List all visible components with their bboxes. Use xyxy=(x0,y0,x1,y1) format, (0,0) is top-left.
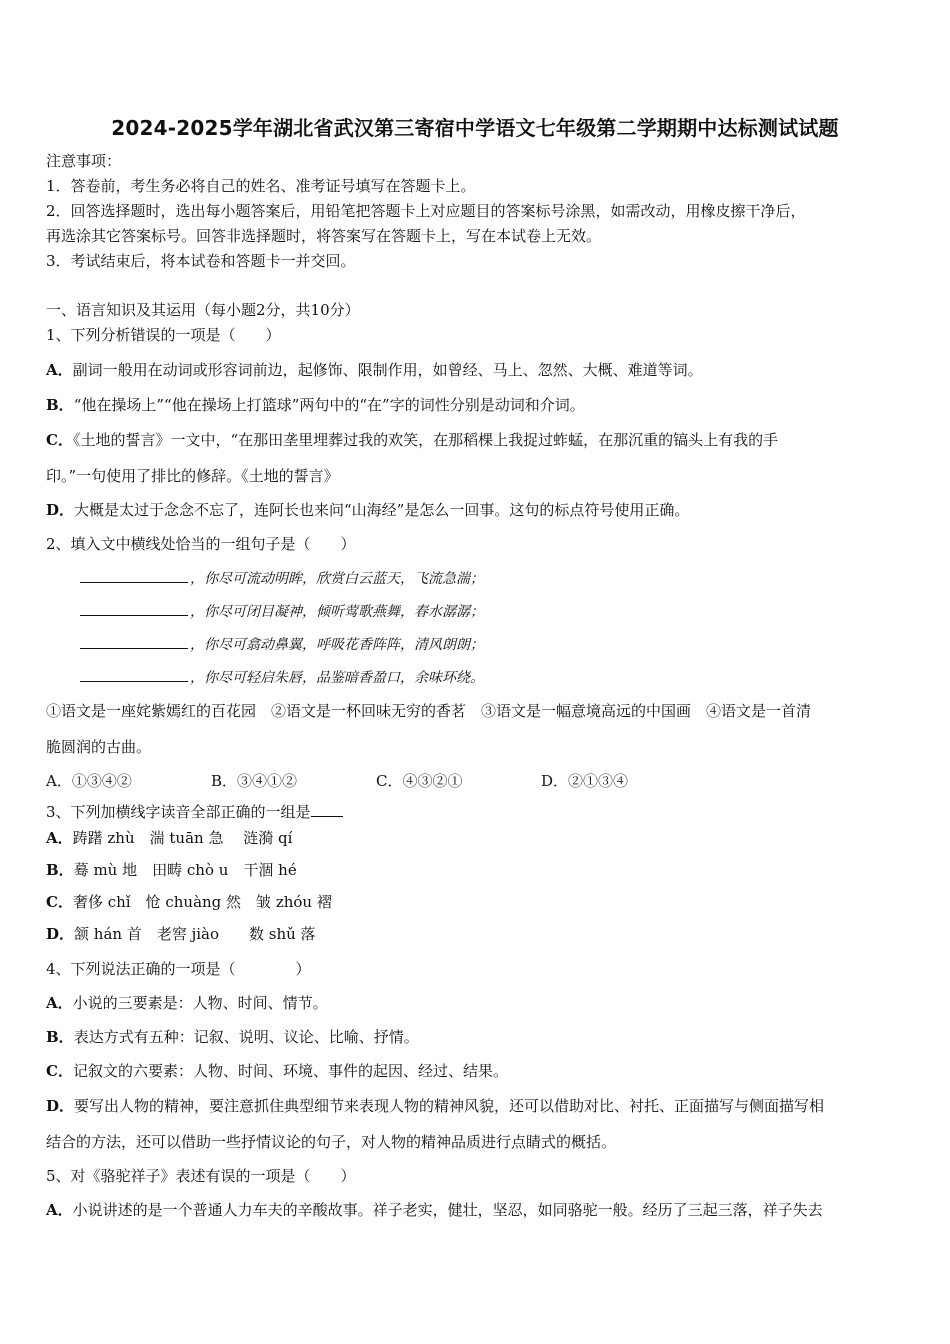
option-b xyxy=(46,1027,906,1047)
option-letter: B． xyxy=(46,1028,74,1046)
option-letter: D． xyxy=(46,501,75,519)
option-text: 小说讲述的是一个普通人力车夫的辛酸故事。祥子老实，健壮，坚忍，如同骆驼一般。经历了三起三落，祥子失去 xyxy=(72,1201,823,1219)
option-a xyxy=(46,360,906,380)
notice-heading: 注意事项： xyxy=(46,152,122,170)
option-a: A．①③④② xyxy=(46,772,132,790)
choices-text: ①语文是一座姹紫嫣红的百花园 ②语文是一杯回味无穷的香茗 ③语文是一幅意境高远的中国画 ④语文是一首清 xyxy=(46,702,812,720)
option-text: 副词一般用在动词或形容词前边，起修饰、限制作用，如曾经、马上、忽然、大概、难道等词。 xyxy=(72,361,703,379)
option-text: 蓦 mù 地 田畴 chò u 干涸 hé xyxy=(73,861,297,879)
question-stem: 1、下列分析错误的一项是（ ） xyxy=(46,326,281,344)
option-letter: D． xyxy=(46,925,75,943)
question-stem: 4、下列说法正确的一项是（ ） xyxy=(46,960,311,978)
option-text: 大概是太过于念念不忘了，连阿长也来问“山海经”是怎么一回事。这句的标点符号使用正确。 xyxy=(74,501,690,519)
option-a xyxy=(46,993,906,1013)
option-text: 表达方式有五种：记叙、说明、议论、比喻、抒情。 xyxy=(73,1028,419,1046)
blank-line xyxy=(311,802,343,817)
option-a xyxy=(46,828,906,848)
option-letter: C． xyxy=(46,431,73,449)
option-b: B．③④①② xyxy=(211,772,298,790)
notice-item: 再选涂其它答案标号。回答非选择题时，将答案写在答题卡上，写在本试卷上无效。 xyxy=(46,227,602,245)
option-b xyxy=(46,395,906,415)
option-text: 颔 hán 首 老窖 jiào 数 shǔ 落 xyxy=(74,925,316,943)
option-c: C．④③②① xyxy=(376,772,463,790)
option-letter: C． xyxy=(46,893,73,911)
fill-line: ，你尽可闭目凝神，倾听莺歌燕舞，春水潺潺； xyxy=(80,601,484,621)
option-d xyxy=(46,500,906,520)
blank-line xyxy=(80,601,188,616)
option-d xyxy=(46,1096,906,1116)
option-d-continued: 结合的方法，还可以借助一些抒情议论的句子，对人物的精神品质进行点睛式的概括。 xyxy=(46,1133,617,1151)
fill-line: ，你尽可翕动鼻翼，呼吸花香阵阵，清风朗朗； xyxy=(80,634,484,654)
option-text: “他在操场上”“他在操场上打篮球”两句中的“在”字的词性分别是动词和介词。 xyxy=(73,396,585,414)
option-c-continued: 印。”一句使用了排比的修辞。《土地的誓言》 xyxy=(46,467,339,485)
option-letter: B． xyxy=(46,861,74,879)
option-letter: C． xyxy=(46,1062,73,1080)
option-d: D．②①③④ xyxy=(541,772,629,790)
option-letter: D． xyxy=(46,1097,75,1115)
choices-text-continued: 脆圆润的古曲。 xyxy=(46,738,152,756)
option-c xyxy=(46,892,906,912)
notice-item: 1．答卷前，考生务必将自己的姓名、准考证号填写在答题卡上。 xyxy=(46,177,476,195)
blank-line xyxy=(80,568,188,583)
option-letter: A． xyxy=(46,994,73,1012)
option-text: 要写出人物的精神，要注意抓住典型细节来表现人物的精神风貌，还可以借助对比、衬托、正面描写与侧面描写相 xyxy=(74,1097,825,1115)
option-letter: B． xyxy=(46,396,74,414)
option-text: 记叙文的六要素：人物、时间、环境、事件的起因、经过、结果。 xyxy=(72,1062,508,1080)
question-stem: 2、填入文中横线处恰当的一组句子是（ ） xyxy=(46,535,356,553)
option-row xyxy=(46,771,906,791)
option-b xyxy=(46,860,906,880)
question-stem: 5、对《骆驼祥子》表述有误的一项是（ ） xyxy=(46,1167,356,1185)
option-letter: A． xyxy=(46,829,73,847)
fill-line: ，你尽可流动明眸，欣赏白云蓝天，飞流急湍； xyxy=(80,568,484,588)
option-text: 《土地的誓言》一文中，“在那田垄里埋葬过我的欢笑，在那稻棵上我捉过蚱蜢，在那沉重的镐头上有我的手 xyxy=(72,431,779,449)
notice-item: 2．回答选择题时，选出每小题答案后，用铅笔把答题卡上对应题目的答案标号涂黑，如需改动，用橡皮擦干净后， xyxy=(46,202,806,220)
option-text: 踌躇 zhù 湍 tuān 急 涟漪 qí xyxy=(72,829,293,847)
question-stem: 3、下列加横线字读音全部正确的一组是 xyxy=(46,802,906,822)
section-heading: 一、语言知识及其运用（每小题2分，共10分） xyxy=(46,301,360,319)
option-text: 小说的三要素是：人物、时间、情节。 xyxy=(72,994,328,1012)
page-title: 2024-2025学年湖北省武汉第三寄宿中学语文七年级第二学期期中达标测试试题 xyxy=(111,116,839,140)
fill-line: ，你尽可轻启朱唇，品鉴暗香盈口，余味环绕。 xyxy=(80,667,484,687)
option-text: 奢侈 chǐ 怆 chuàng 然 皱 zhóu 褶 xyxy=(72,893,332,911)
blank-line xyxy=(80,667,188,682)
option-c xyxy=(46,1061,906,1081)
option-d xyxy=(46,924,906,944)
blank-line xyxy=(80,634,188,649)
option-c xyxy=(46,430,906,450)
option-a xyxy=(46,1200,906,1220)
option-letter: A． xyxy=(46,361,73,379)
notice-item: 3．考试结束后，将本试卷和答题卡一并交回。 xyxy=(46,252,356,270)
option-letter: A． xyxy=(46,1201,73,1219)
